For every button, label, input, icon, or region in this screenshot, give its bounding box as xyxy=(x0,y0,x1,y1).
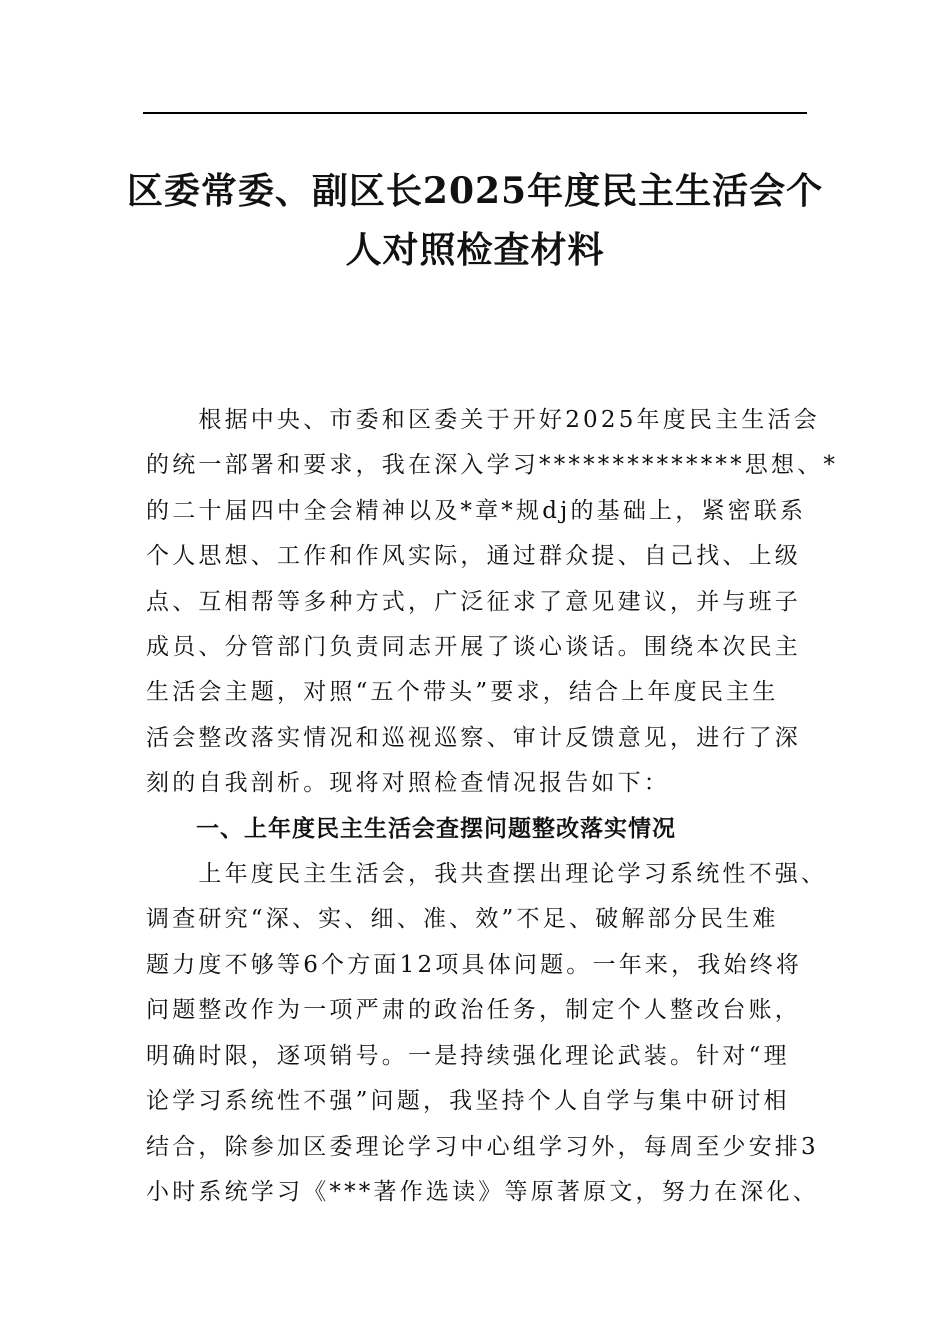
intro-paragraph xyxy=(146,398,839,807)
title-line-1: 区委常委、副区长2025年度民主生活会个 xyxy=(126,170,824,212)
text-line: 活会整改落实情况和巡视巡察、审计反馈意见，进行了深 xyxy=(146,724,801,751)
text-line: 的统一部署和要求，我在深入学习**************思想、* xyxy=(146,452,839,479)
text-line: 题力度不够等6个方面12项具体问题。一年来，我始终将 xyxy=(146,951,803,978)
text-line: 个人思想、工作和作风实际，通过群众提、自己找、上级 xyxy=(146,543,801,570)
text-line: 刻的自我剖析。现将对照检查情况报告如下： xyxy=(146,770,670,797)
header-rule xyxy=(143,112,807,114)
text-line: 点、互相帮等多种方式，广泛征求了意见建议，并与班子 xyxy=(146,588,801,615)
text-line: 上年度民主生活会，我共查摆出理论学习系统性不强、 xyxy=(146,861,828,888)
section-heading-1: 一、上年度民主生活会查摆问题整改落实情况 xyxy=(196,815,676,842)
text-line: 根据中央、市委和区委关于开好2025年度民主生活会 xyxy=(146,407,820,433)
section-1-paragraph xyxy=(146,852,826,1215)
document-body xyxy=(146,398,839,1215)
text-line: 生活会主题，对照“五个带头”要求，结合上年度民主生 xyxy=(146,679,779,706)
text-line: 的二十届四中全会精神以及*章*规dj的基础上，紧密联系 xyxy=(146,497,807,524)
title-line-2: 人对照检查材料 xyxy=(345,229,605,271)
text-line: 小时系统学习《***著作选读》等原著原文，努力在深化、 xyxy=(146,1178,819,1205)
text-line: 论学习系统性不强”问题，我坚持个人自学与集中研讨相 xyxy=(146,1088,790,1115)
text-line: 问题整改作为一项严肃的政治任务，制定个人整改台账， xyxy=(146,997,801,1024)
text-line: 成员、分管部门负责同志开展了谈心谈话。围绕本次民主 xyxy=(146,634,801,661)
text-line: 明确时限，逐项销号。一是持续强化理论武装。针对“理 xyxy=(146,1042,790,1069)
text-line: 调查研究“深、实、细、准、效”不足、破解部分民生难 xyxy=(146,906,779,933)
text-line: 结合，除参加区委理论学习中心组学习外，每周至少安排3 xyxy=(146,1133,819,1160)
document-title xyxy=(120,162,830,280)
